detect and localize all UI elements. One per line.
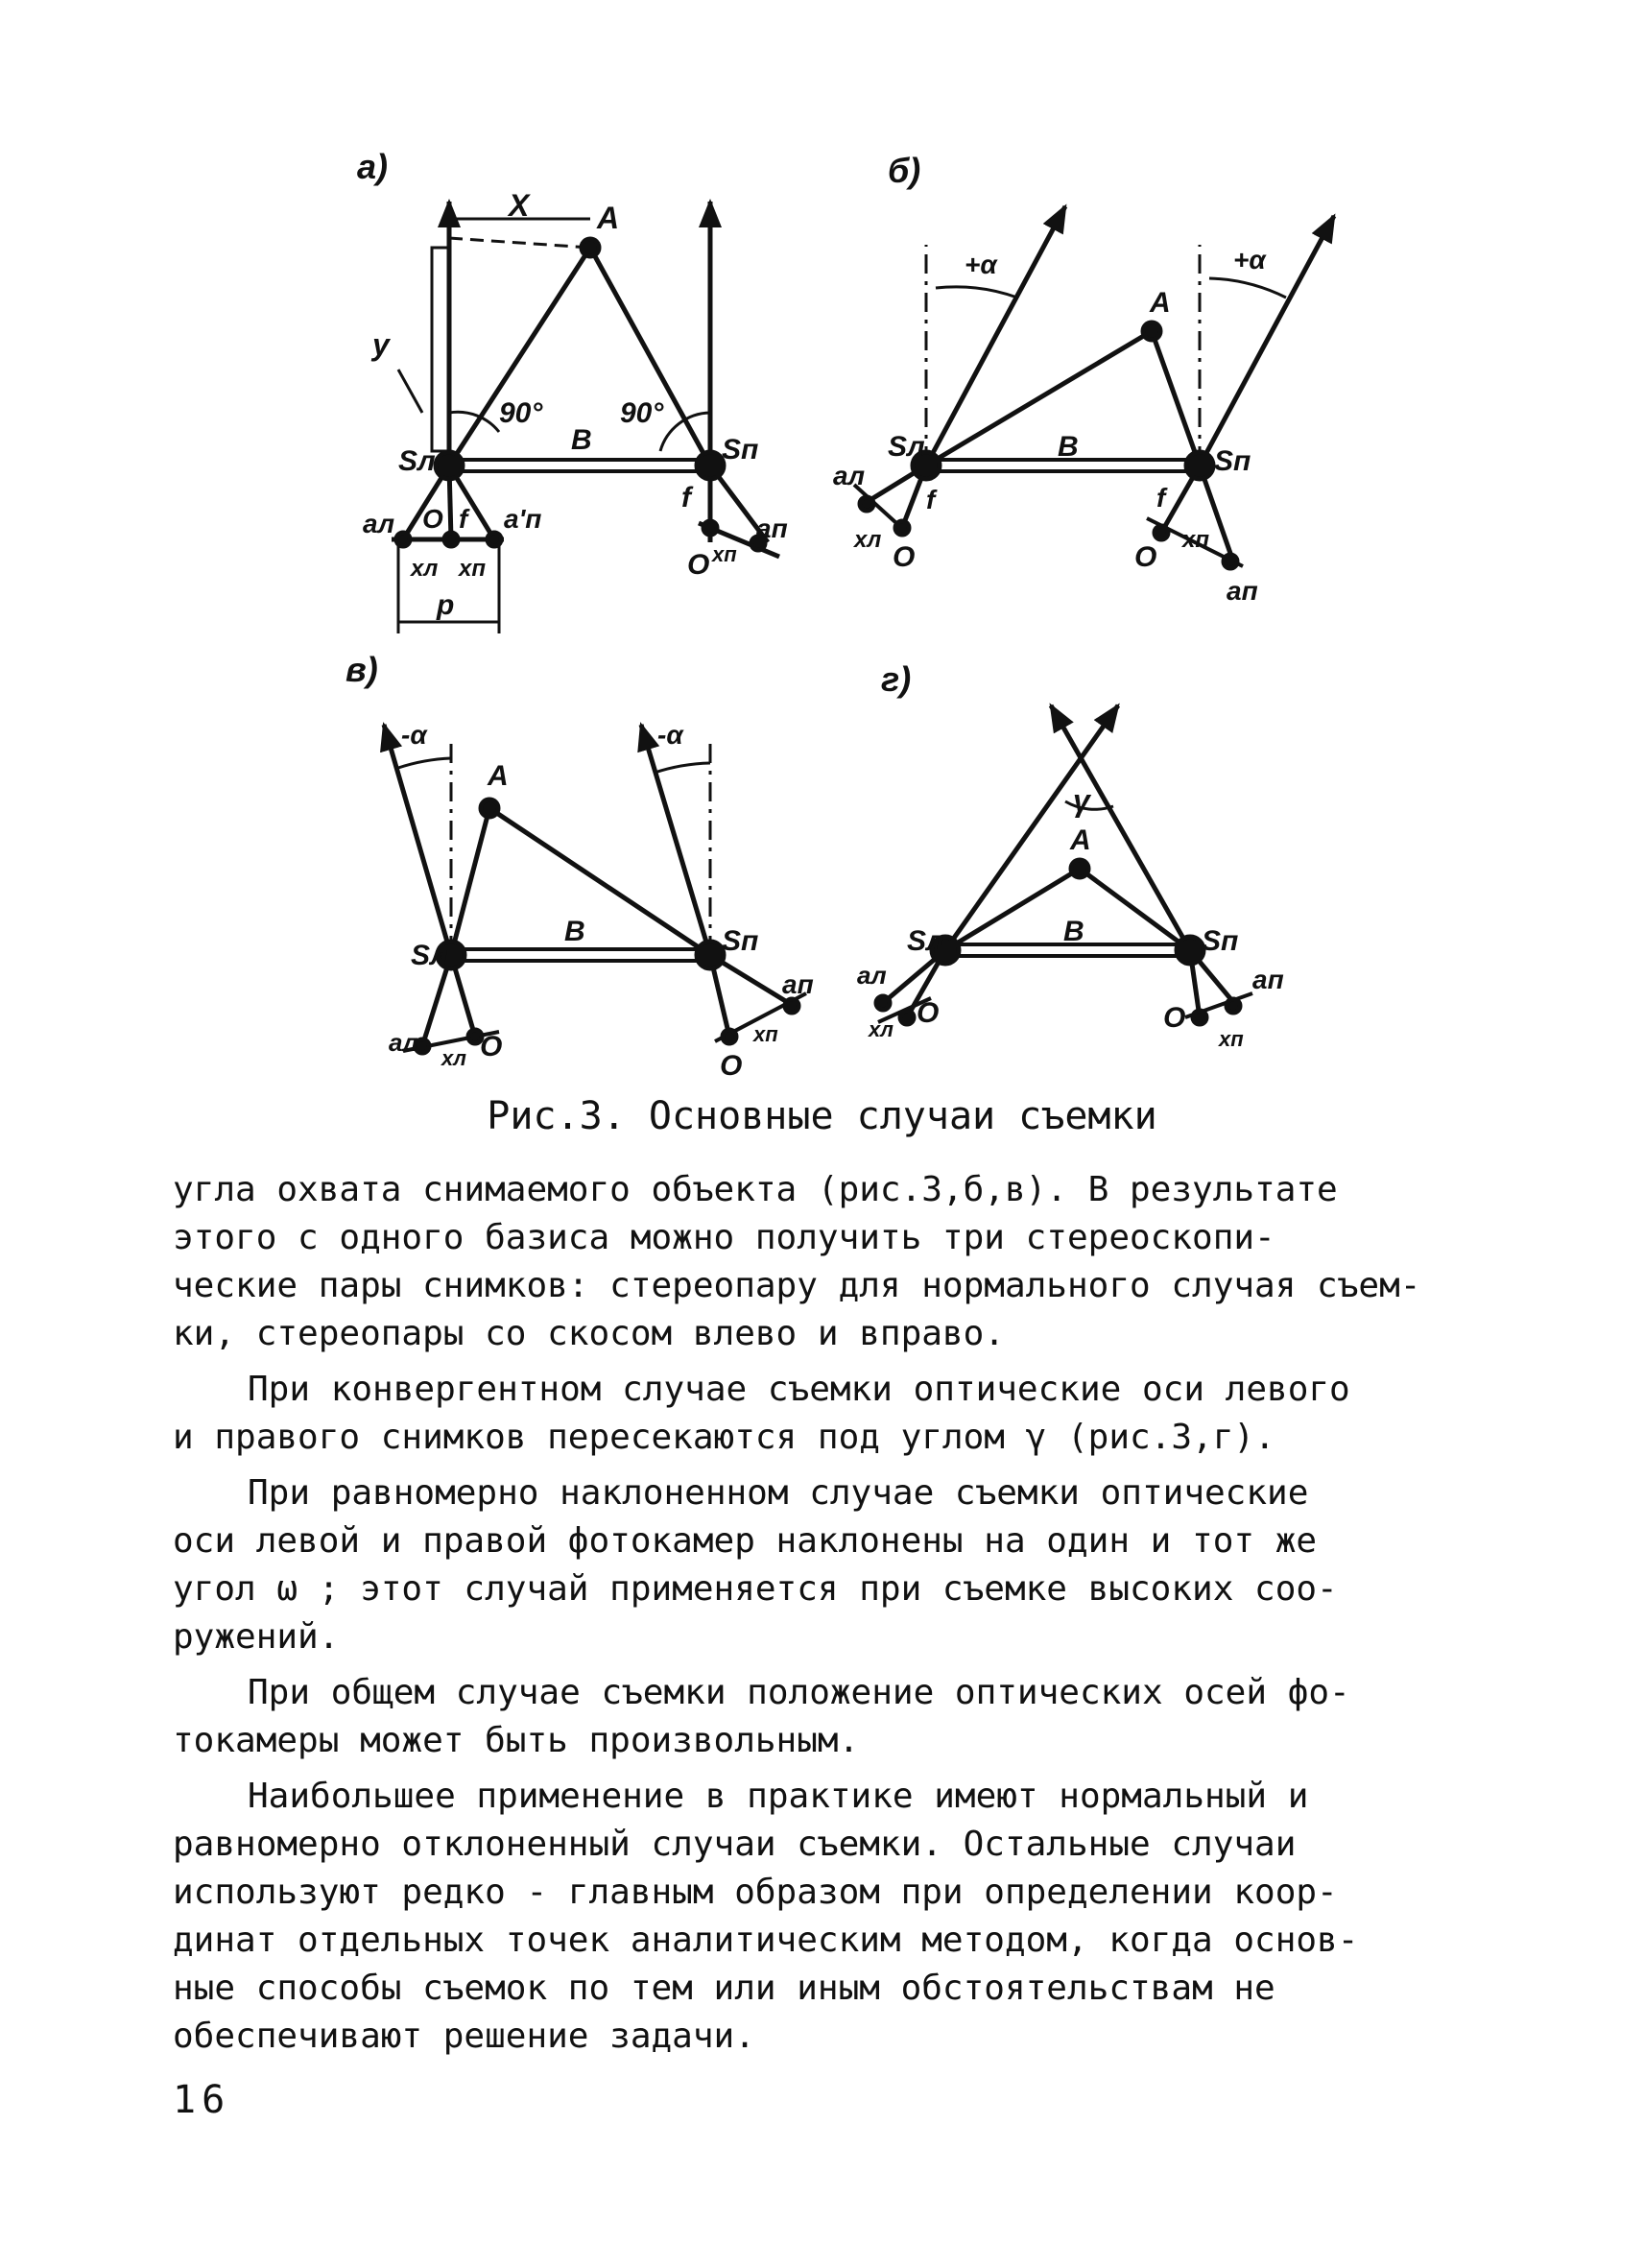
text-line: ружений.	[173, 1617, 340, 1657]
text-line: ные способы съемок по тем или иным обстоятельствам не	[173, 1969, 1275, 2008]
text-line: оси левой и правой фотокамер наклонены на один и тот же	[173, 1521, 1318, 1561]
label-S-l: Sл	[411, 940, 448, 971]
text-line: При конвергентном случае съемки оптические оси левого	[248, 1370, 1350, 1409]
label-x-p: xп	[1219, 1027, 1244, 1051]
label-x-l: xл	[869, 1017, 893, 1041]
text-line: При общем случае съемки положение оптических осей фо-	[248, 1673, 1350, 1712]
label-f-left: f	[926, 485, 936, 514]
figure-3	[0, 0, 1644, 1085]
text-line: используют редко - главным образом при определении коор-	[173, 1873, 1338, 1912]
panel-v-label: в)	[345, 650, 378, 689]
label-x-l: xл	[854, 527, 882, 553]
label-S-l: Sл	[907, 925, 944, 957]
label-f-right: f	[1156, 483, 1166, 513]
label-angle-left: 90°	[499, 397, 543, 429]
label-a-l: aл	[363, 509, 394, 538]
label-S-p: Sп	[1214, 445, 1251, 477]
label-a-l: aл	[389, 1028, 418, 1057]
label-A: A	[1070, 824, 1091, 856]
label-O-left: O	[422, 504, 443, 534]
label-a-p: aп	[1252, 965, 1284, 994]
label-S-p: Sп	[722, 434, 759, 466]
label-a-p: aп	[1227, 576, 1258, 606]
label-gamma: γ	[1073, 783, 1090, 818]
text-line: равномерно отклоненный случаи съемки. Остальные случаи	[173, 1825, 1297, 1864]
label-A: A	[597, 201, 620, 235]
paragraph	[173, 1166, 1459, 1358]
label-x-p-left: xп	[459, 556, 487, 582]
label-a-p-prime: a'п	[504, 504, 542, 534]
label-y: y	[372, 327, 390, 362]
panel-b-labels	[833, 151, 1267, 606]
label-a-p: aп	[782, 969, 814, 999]
label-O-left: O	[917, 997, 940, 1029]
panel-a	[392, 202, 779, 633]
label-S-l: Sл	[398, 445, 436, 477]
label-x-p: xп	[1182, 527, 1210, 553]
text-line: этого с одного базиса можно получить три стереоскопи-	[173, 1218, 1275, 1257]
paragraph	[173, 1773, 1459, 2061]
figure-caption: Рис.3. Основные случаи съемки	[487, 1094, 1157, 1138]
label-O-left: O	[893, 541, 916, 573]
text-line: Наибольшее применение в практике имеют нормальный и	[248, 1777, 1309, 1816]
label-p: p	[437, 589, 455, 621]
panel-a-label: а)	[357, 147, 389, 186]
text-line: При равномерно наклоненном случае съемки оптические	[248, 1473, 1309, 1513]
label-alpha-right: +α	[1233, 245, 1266, 275]
paragraph	[173, 1366, 1459, 1462]
text-line: угла охвата снимаемого объекта (рис.3,б,в). В результате	[173, 1170, 1338, 1209]
label-O-left: O	[480, 1031, 503, 1062]
label-B: B	[1063, 916, 1084, 947]
label-alpha-right: -α	[657, 720, 683, 750]
paragraph	[173, 1669, 1459, 1765]
text-line: динат отдельных точек аналитическим методом, когда основ-	[173, 1921, 1359, 1960]
paragraph	[173, 1469, 1459, 1661]
label-x-l: xл	[441, 1046, 466, 1070]
text-line: угол ω ; этот случай применяется при съемке высоких соо-	[173, 1569, 1338, 1609]
label-B: B	[571, 424, 592, 456]
label-alpha-left: +α	[965, 250, 997, 279]
text-line: ки, стереопары со скосом влево и вправо.	[173, 1314, 1005, 1353]
label-a-l: aл	[833, 461, 865, 490]
label-A: A	[488, 760, 509, 792]
label-O-right: O	[687, 549, 710, 581]
panel-v	[384, 725, 806, 1053]
label-A: A	[1150, 287, 1171, 319]
page-number: 16	[173, 2078, 231, 2122]
label-S-p: Sп	[722, 925, 759, 957]
label-angle-right: 90°	[620, 397, 664, 429]
label-O-right: O	[1134, 541, 1157, 573]
panel-g	[876, 705, 1252, 1024]
text-line: ческие пары снимков: стереопару для нормального случая съем-	[173, 1266, 1421, 1305]
panel-b-label: б)	[888, 151, 921, 190]
label-B: B	[564, 916, 585, 947]
text-line: и правого снимков пересекаются под углом γ (рис.3,г).	[173, 1418, 1275, 1457]
label-S-p: Sп	[1202, 925, 1239, 957]
text-line: обеспечивают решение задачи.	[173, 2017, 755, 2056]
label-O-right: O	[720, 1050, 743, 1082]
label-O-right: O	[1163, 1002, 1186, 1034]
label-f-right: f	[681, 482, 691, 513]
label-B: B	[1058, 431, 1079, 463]
label-a-p: aп	[756, 513, 788, 543]
label-x-p: xп	[753, 1022, 778, 1046]
panel-g-label: г)	[881, 659, 912, 699]
label-alpha-left: -α	[401, 720, 427, 750]
label-x-l: xл	[411, 556, 439, 582]
body-text	[173, 1166, 1459, 2068]
label-f-left: f	[459, 504, 468, 534]
label-x-p-right: xп	[712, 542, 737, 566]
label-S-l: Sл	[888, 431, 925, 463]
text-line: токамеры может быть произвольным.	[173, 1721, 860, 1760]
label-a-l: aл	[857, 961, 887, 990]
label-X: X	[509, 188, 530, 223]
